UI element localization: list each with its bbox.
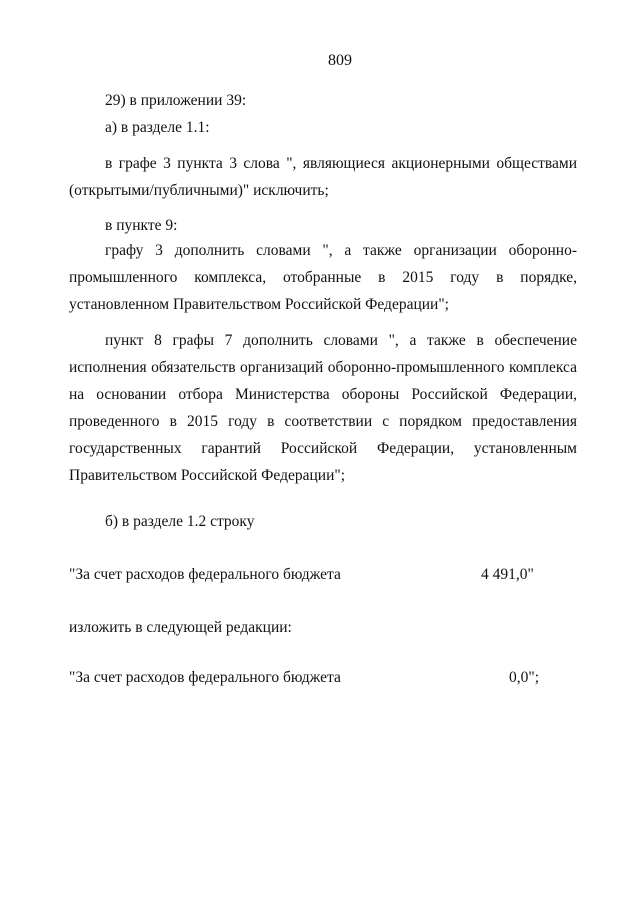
instruction-text: изложить в следующей редакции: [69, 619, 292, 636]
budget-row-new-value: 0,0"; [509, 669, 540, 686]
item-punkt-9-heading: в пункте 9: [105, 217, 178, 234]
budget-row-old-label: "За счет расходов федерального бюджета [69, 566, 341, 583]
paragraph-grafu-3: графу 3 дополнить словами ", а также организации оборонно-промышленного комплекса, отобранные в 2015 году в порядке, установленном Правительством Российской Федерации"; [69, 242, 577, 313]
budget-row-old-value: 4 491,0" [481, 566, 534, 583]
page-number: 809 [328, 52, 352, 69]
paragraph-grafa-3: в графе 3 пункта 3 слова ", являющиеся акционерными обществами (открытыми/публичными)" исключить; [69, 155, 577, 199]
item-29-heading: 29) в приложении 39: [105, 92, 247, 109]
item-b-heading: б) в разделе 1.2 строку [105, 513, 255, 530]
budget-row-new-label: "За счет расходов федерального бюджета [69, 669, 341, 686]
paragraph-punkt-8: пункт 8 графы 7 дополнить словами ", а также в обеспечение исполнения обязательств организаций оборонно-промышленного комплекса на основании отбора Министерства обороны Российской Федерации, проведенного в 2015 году в соответствии с порядком предоставления государственных гарантий Российской Федерации, установленным Правительством Российской Федерации"; [69, 332, 577, 484]
item-a-heading: а) в разделе 1.1: [105, 119, 210, 136]
